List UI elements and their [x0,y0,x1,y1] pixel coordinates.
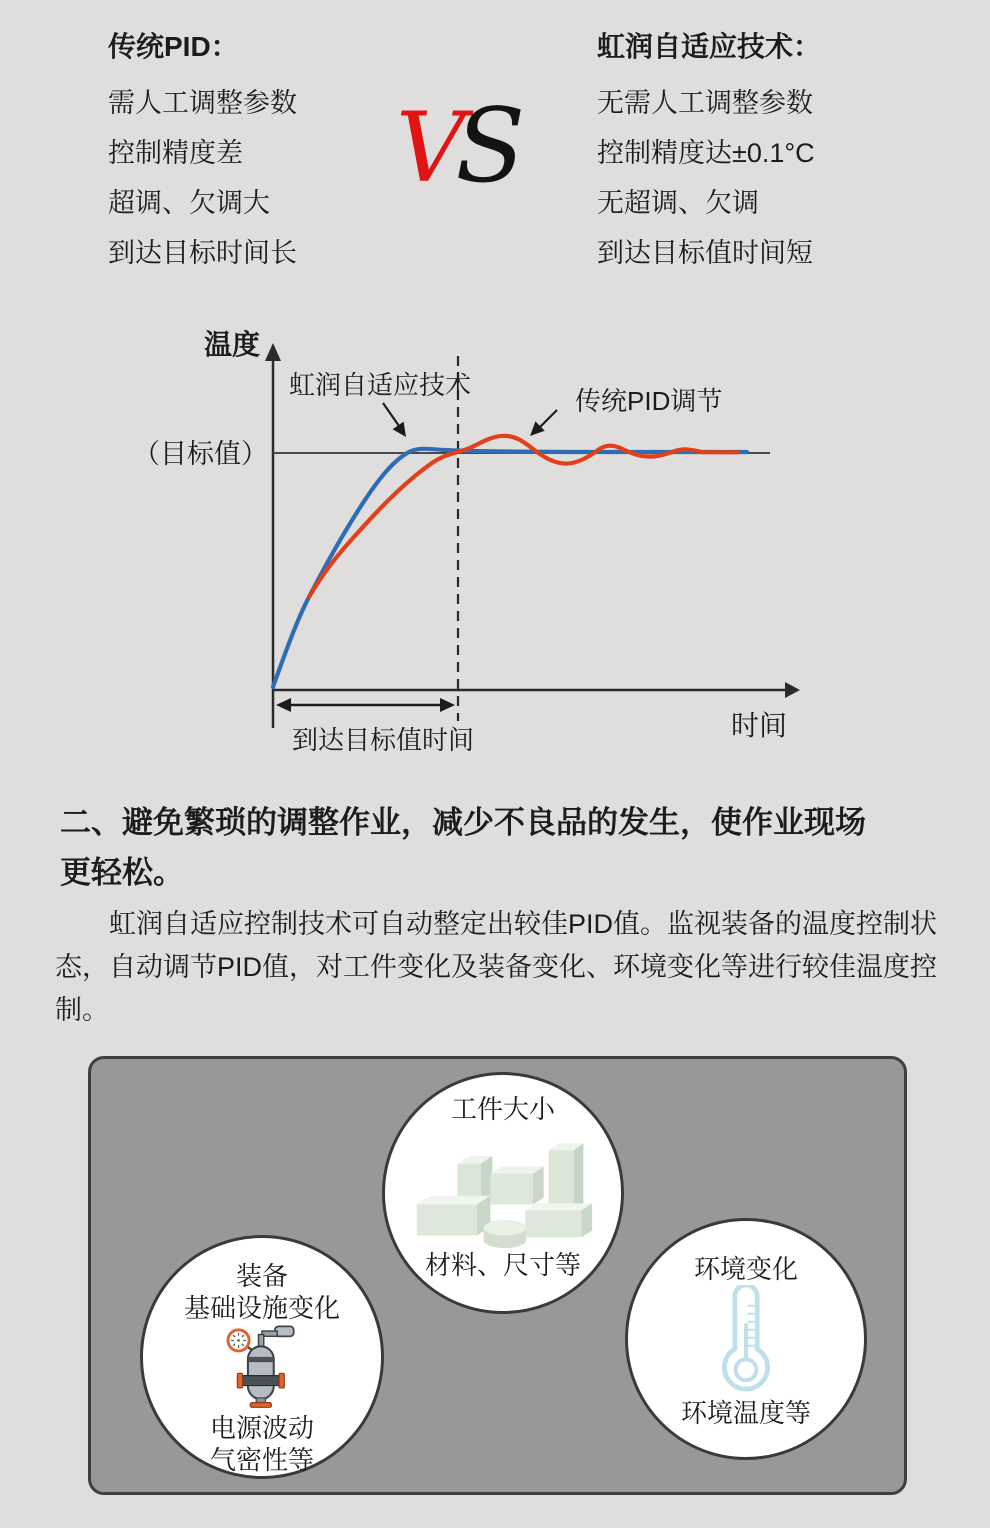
y-axis-label: 温度 [203,330,261,360]
environment-thermometer-icon [700,1285,792,1397]
traditional-pid-column [108,28,297,278]
traditional-pid-item: 需人工调整参数 [108,88,297,118]
section-paragraph: 虹润自适应控制技术可自动整定出较佳PID值。监视装备的温度控制状态，自动调节PID值，对工件变化及装备变化、环境变化等进行较佳温度控制。 [55,909,938,1025]
adaptive-tech-item: 控制精度达±0.1°C [597,138,815,168]
vs-letter-v: V [396,92,466,204]
reach-time-label: 到达目标值时间 [292,725,475,755]
pid-curve [309,436,738,597]
traditional-pid-title: 传统PID： [108,31,239,62]
x-axis-label: 时间 [731,710,788,741]
y-axis-arrow-icon [265,343,281,361]
pid-annotation-arrow-icon [530,410,557,436]
section-heading-line1: 二、避免繁琐的调整作业，减少不良品的发生，使作业现场 [60,805,866,840]
adaptive-annotation-arrow-icon [383,403,406,437]
environment-caption: 环境温度等 [680,1398,811,1428]
adaptive-tech-item: 到达目标值时间短 [597,238,813,268]
reach-time-span-arrow-icon [276,698,455,712]
x-axis-arrow-icon [785,682,800,698]
adaptive-curve-label: 虹润自适应技术 [289,370,472,400]
traditional-pid-item: 控制精度差 [108,138,243,168]
adaptive-tech-title: 虹润自适应技术： [597,31,822,62]
vs-mark [396,87,526,206]
workpiece-title: 工件大小 [450,1094,555,1124]
adaptive-curve [273,449,747,687]
traditional-pid-item: 到达目标时间长 [108,238,297,268]
factor-circle-equipment [140,1235,384,1479]
vs-letter-s: S [455,87,526,206]
traditional-pid-item: 超调、欠调大 [108,188,270,218]
adaptive-tech-item: 无需人工调整参数 [597,88,813,118]
equipment-tank-icon [210,1324,314,1412]
section-heading [60,798,950,898]
adaptive-tech-item: 无超调、欠调 [597,188,759,218]
environment-title: 环境变化 [693,1254,798,1284]
equipment-caption-line1: 电源波动 [209,1413,314,1443]
pid-curve-label: 传统PID调节 [575,386,723,416]
factor-circle-environment [625,1218,867,1460]
equipment-title-line1: 装备 [235,1261,288,1291]
equipment-title-line2: 基础设施变化 [183,1293,340,1323]
factor-circle-workpiece [382,1072,624,1314]
workpiece-blocks-icon [401,1125,605,1249]
temperature-chart [130,330,840,770]
adaptive-tech-column [597,28,821,278]
target-value-label: （目标值） [133,439,268,469]
workpiece-caption: 材料、尺寸等 [424,1250,581,1280]
section-heading-line2: 更轻松。 [60,855,184,890]
factors-panel [88,1056,907,1495]
equipment-caption-line2: 气密性等 [209,1445,314,1475]
